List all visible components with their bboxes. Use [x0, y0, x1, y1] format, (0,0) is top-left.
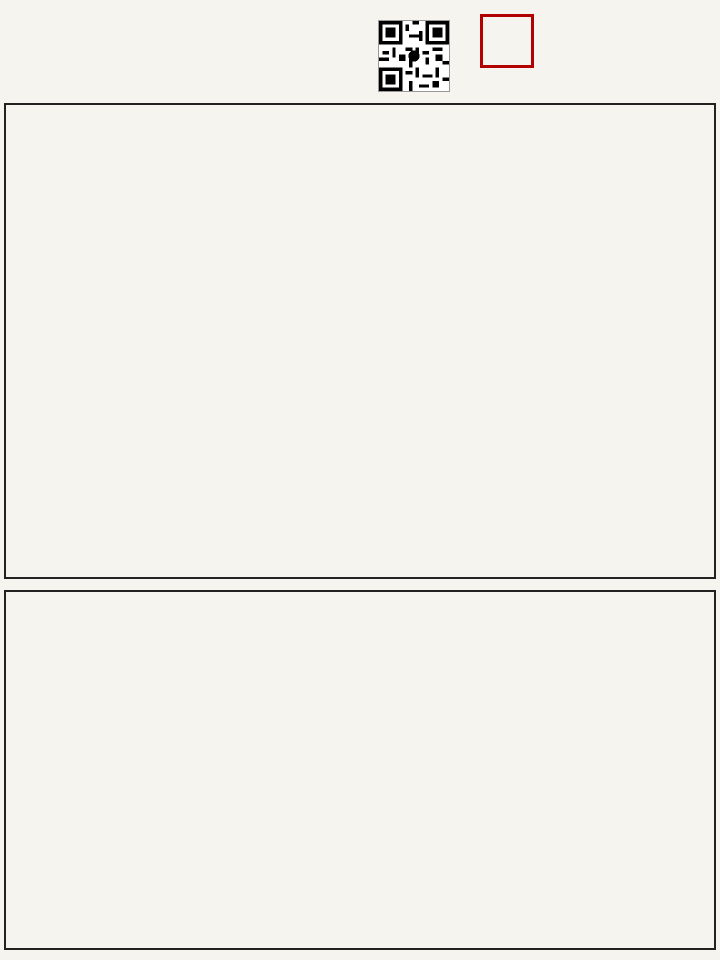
brand-logo [494, 8, 714, 68]
gender-line [12, 10, 16, 27]
profile-header [12, 10, 16, 27]
qr-code-icon [378, 20, 450, 92]
four-pillars-panel [4, 103, 716, 579]
annual-luck-grid [4, 590, 716, 950]
